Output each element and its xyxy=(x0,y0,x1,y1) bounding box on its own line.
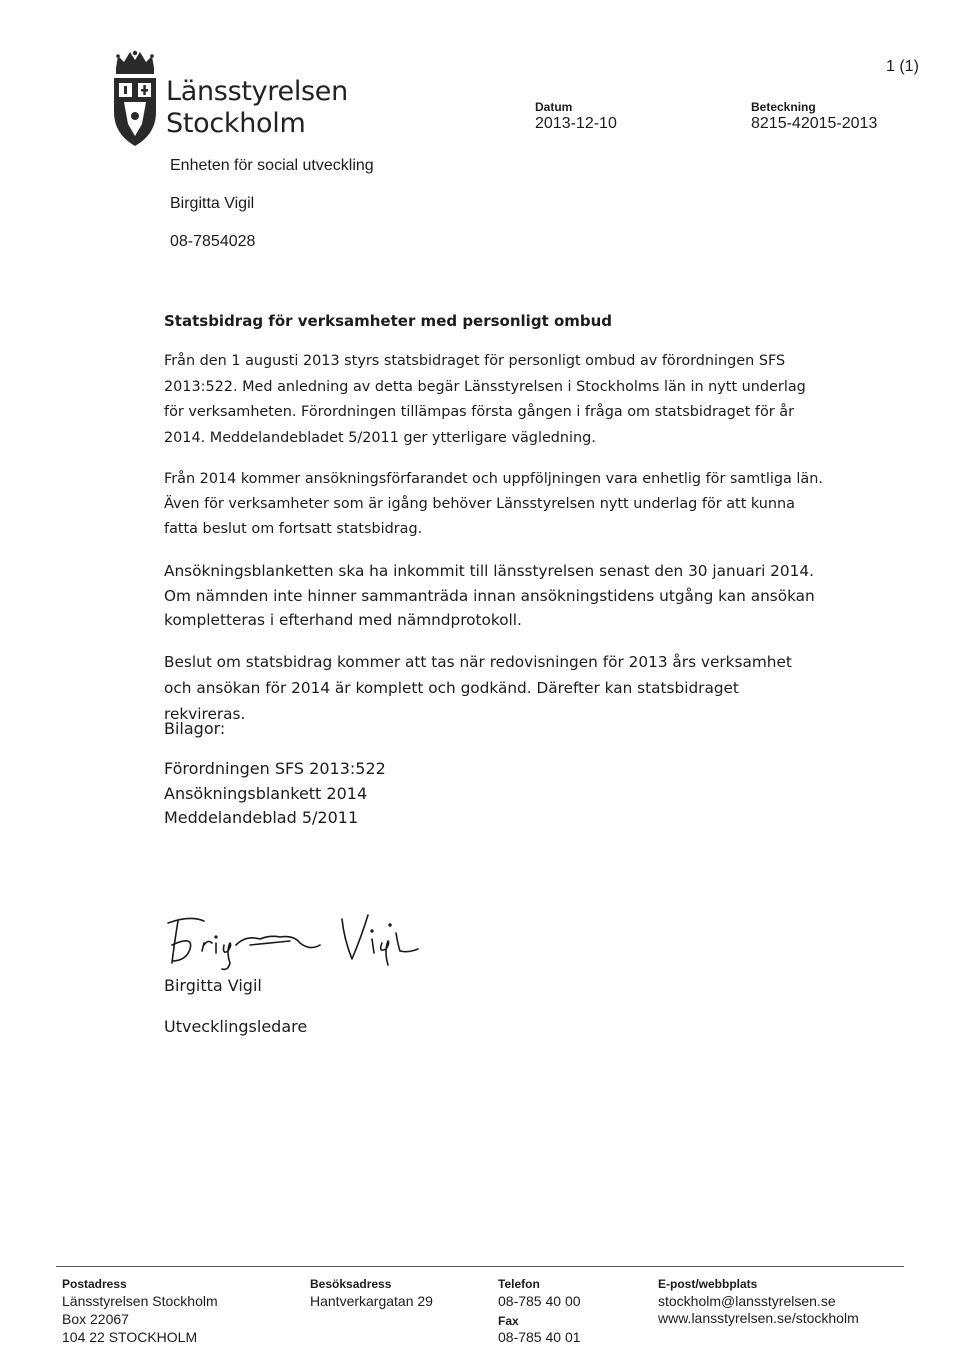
footer-website-link[interactable]: www.lansstyrelsen.se/stockholm xyxy=(658,1310,859,1326)
footer-postal-label: Postadress xyxy=(62,1277,127,1291)
logo-text-line1: Länsstyrelsen xyxy=(166,76,348,107)
footer-postal-line: Länsstyrelsen Stockholm xyxy=(62,1293,218,1309)
paragraph-text: Ansökningsblanketten ska ha inkommit till länsstyrelsen senast den 30 januari 2014. Om nämnden inte hinner sammanträda innan ansökningstidens utgång kan ansökan kompletteras i efterhand med nämndprotokoll. xyxy=(164,562,815,629)
reference-value: 8215-42015-2013 xyxy=(751,115,878,132)
attachments-label: Bilagor: xyxy=(164,719,226,738)
footer-phone-label: Telefon xyxy=(498,1277,540,1291)
footer-divider xyxy=(56,1266,904,1267)
signer-title: Utvecklingsledare xyxy=(164,1017,308,1036)
sender-phone: 08-7854028 xyxy=(170,233,256,250)
footer-email-label: E-post/webbplats xyxy=(658,1277,758,1291)
footer-phone-value: 08-785 40 00 xyxy=(498,1293,581,1309)
sender-name: Birgitta Vigil xyxy=(170,195,255,212)
sender-unit: Enheten för social utveckling xyxy=(170,157,374,174)
footer-visit-label: Besöksadress xyxy=(310,1277,392,1291)
paragraph-text: Från den 1 augusti 2013 styrs statsbidraget för personligt ombud av förordningen SFS 2013:522. Med anledning av detta begär Länsstyrelsen i Stockholms län in nytt underlag för verksamheten. Förordningen tillämpas första gången i fråga om statsbidraget för år 2014. Meddelandebladet 5/2011 ger ytterligare vägledning. xyxy=(164,353,806,446)
footer-visit-address: Hantverkargatan 29 xyxy=(310,1293,433,1309)
body-paragraph xyxy=(164,467,824,542)
footer-postal-line: Box 22067 xyxy=(62,1311,129,1327)
handwritten-signature xyxy=(160,905,440,980)
attachments-list xyxy=(164,757,824,831)
footer-postal-line: 104 22 STOCKHOLM xyxy=(62,1329,198,1345)
attachment-item: Förordningen SFS 2013:522 xyxy=(164,759,386,778)
page-number: 1 (1) xyxy=(886,58,919,75)
body-paragraph xyxy=(164,559,824,633)
reference-label: Beteckning xyxy=(751,100,816,114)
body-paragraph xyxy=(164,349,824,451)
attachment-item: Meddelandeblad 5/2011 xyxy=(164,808,359,827)
coat-of-arms-icon xyxy=(108,50,162,150)
attachment-item: Ansökningsblankett 2014 xyxy=(164,783,368,803)
signer-name: Birgitta Vigil xyxy=(164,976,262,995)
paragraph-text: Från 2014 kommer ansökningsförfarandet och uppföljningen vara enhetlig för samtliga län. Även för verksamheter som är igång behöver Länsstyrelsen nytt underlag för att kunna fatta beslut om fortsatt statsbidrag. xyxy=(164,471,823,537)
date-label: Datum xyxy=(535,100,573,114)
footer-fax-label: Fax xyxy=(498,1314,519,1328)
footer-fax-value: 08-785 40 01 xyxy=(498,1329,581,1345)
paragraph-text: Beslut om statsbidrag kommer att tas när redovisningen för 2013 års verksamhet och ansökan för 2014 är komplett och godkänd. Därefter kan statsbidraget rekvireras. xyxy=(164,653,792,723)
letter-subject: Statsbidrag för verksamheter med personligt ombud xyxy=(164,312,613,330)
logo-text-line2: Stockholm xyxy=(166,108,306,139)
footer-email-link[interactable]: stockholm@lansstyrelsen.se xyxy=(658,1293,836,1309)
footer-postal-address xyxy=(62,1292,218,1346)
date-value: 2013-12-10 xyxy=(535,115,617,132)
